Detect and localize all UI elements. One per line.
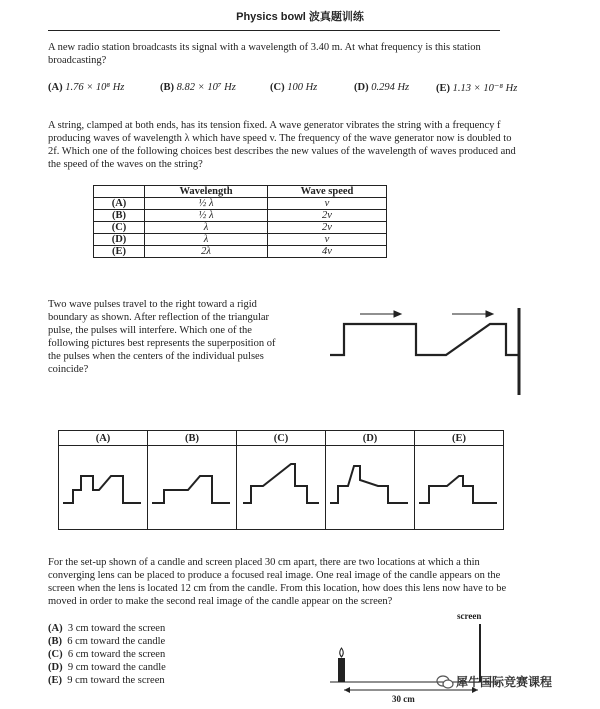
option-b-cell bbox=[148, 446, 237, 530]
table-cell: 2λ bbox=[145, 246, 268, 258]
question-2 bbox=[48, 119, 520, 171]
screen-label: screen bbox=[457, 611, 482, 621]
option-a-label: (A) bbox=[59, 431, 148, 446]
q4-choice-c: (C) 6 cm toward the screen bbox=[48, 649, 166, 660]
option-b-label: (B) bbox=[148, 431, 237, 446]
table-cell: ½ λ bbox=[145, 210, 268, 222]
q4-choice-b: (B) 6 cm toward the candle bbox=[48, 636, 166, 647]
table-header-cell bbox=[94, 186, 145, 198]
q1-choice-c: (C) 100 Hz bbox=[270, 82, 318, 93]
option-d-label: (D) bbox=[326, 431, 415, 446]
watermark bbox=[436, 673, 552, 690]
question-3-text: Two wave pulses travel to the right toward a rigid boundary as shown. After reflection of the triangular pulse, the pulses will interfere. Which one of the following pictures best represents the superposition of the pulses when the centers of the individual pulses coincide? bbox=[48, 299, 276, 375]
q1-choice-e: (E) 1.13 × 10⁻⁸ Hz bbox=[436, 83, 518, 94]
option-a-pulse bbox=[59, 446, 145, 524]
table-row bbox=[94, 246, 387, 258]
table-cell: (D) bbox=[94, 234, 145, 246]
question-4-text: For the set-up shown of a candle and screen placed 30 cm apart, there are two locations at which a thin converging lens can be placed to produce a focused real image. One real image of the candle appears on the screen when the lens is located 12 cm from the candle. From this location, how does this lens now have to be moved in order to make the second real image of the candle appear on the screen? bbox=[48, 557, 507, 607]
q1-choice-b: (B) 8.82 × 10⁷ Hz bbox=[160, 82, 236, 93]
table-cell: 2v bbox=[268, 222, 387, 234]
question-2-text: A string, clamped at both ends, has its tension fixed. A wave generator vibrates the string with a frequency f producing waves of wavelength λ which have speed v. The frequency of the wave generator now is doubled to 2f. Which one of the following choices best describes the new values of the wavelength of waves produced and the speed of the waves on the string? bbox=[48, 120, 516, 170]
distance-label: 30 cm bbox=[392, 694, 415, 704]
option-b-pulse bbox=[148, 446, 234, 524]
wave-table bbox=[93, 185, 387, 258]
option-e-pulse bbox=[415, 446, 501, 524]
question-4 bbox=[48, 556, 520, 608]
pulse-rope bbox=[330, 324, 518, 355]
table-cell: v bbox=[268, 234, 387, 246]
table-cell: 4v bbox=[268, 246, 387, 258]
watermark-text: 犀牛国际竞赛课程 bbox=[456, 675, 553, 689]
table-cell: (A) bbox=[94, 198, 145, 210]
pulse-options-table bbox=[58, 430, 504, 530]
option-a-cell bbox=[59, 446, 148, 530]
table-cell: λ bbox=[145, 222, 268, 234]
table-row bbox=[94, 222, 387, 234]
wave-pulses-diagram bbox=[330, 300, 535, 400]
q4-choice-e: (E) 9 cm toward the screen bbox=[48, 675, 165, 686]
table-header-cell: Wavelength bbox=[145, 186, 268, 198]
table-cell: v bbox=[268, 198, 387, 210]
question-1-text: A new radio station broadcasts its signal with a wavelength of 3.40 m. At what frequency is this station broadcasting? bbox=[48, 42, 481, 66]
table-header-row bbox=[94, 186, 387, 198]
table-cell: (C) bbox=[94, 222, 145, 234]
table-cell: ½ λ bbox=[145, 198, 268, 210]
table-cell: (B) bbox=[94, 210, 145, 222]
wechat-icon bbox=[436, 674, 454, 690]
candle-body bbox=[338, 658, 345, 682]
q1-choice-a: (A) 1.76 × 10⁸ Hz bbox=[48, 82, 125, 93]
table-row bbox=[94, 198, 387, 210]
table-row bbox=[94, 234, 387, 246]
q1-choice-d: (D) 0.294 Hz bbox=[354, 82, 410, 93]
table-cell: 2v bbox=[268, 210, 387, 222]
table-header-cell: Wave speed bbox=[268, 186, 387, 198]
header-rule bbox=[48, 30, 500, 31]
table-cell: (E) bbox=[94, 246, 145, 258]
question-1 bbox=[48, 41, 508, 67]
q4-choice-d: (D) 9 cm toward the candle bbox=[48, 662, 166, 673]
option-c-pulse bbox=[237, 446, 323, 524]
question-1-choices bbox=[48, 82, 548, 96]
candle-flame bbox=[340, 648, 344, 657]
option-d-pulse bbox=[326, 446, 412, 524]
q4-choice-a: (A) 3 cm toward the screen bbox=[48, 623, 166, 634]
question-3 bbox=[48, 298, 288, 376]
table-row bbox=[94, 210, 387, 222]
option-e-cell bbox=[415, 446, 504, 530]
option-c-label: (C) bbox=[237, 431, 326, 446]
page-header: Physics bowl 波真题训练 bbox=[236, 11, 364, 23]
option-d-cell bbox=[326, 446, 415, 530]
question-4-choices bbox=[48, 622, 166, 687]
table-cell: λ bbox=[145, 234, 268, 246]
option-e-label: (E) bbox=[415, 431, 504, 446]
option-c-cell bbox=[237, 446, 326, 530]
